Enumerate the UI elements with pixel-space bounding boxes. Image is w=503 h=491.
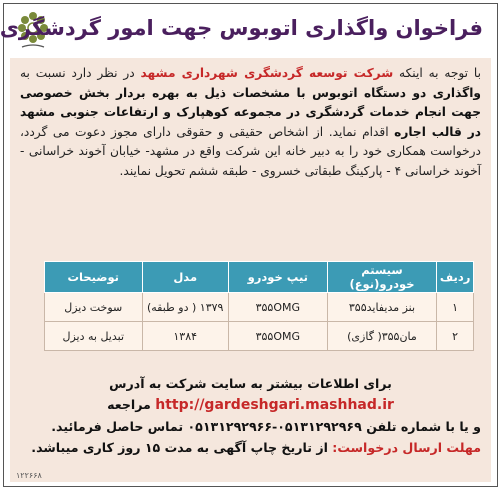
para-subject: واگذاری دو دستگاه اتوبوس با مشخصات ذیل به بهره بردار بخش خصوصی جهت انجام خدمات گردشگری در مجموعه کوهپارک و ارتفاعات جنوبی مشهد در قالب اجاره	[20, 85, 481, 139]
cell-vehicle-type: بنز مدیفاید۳۵۵	[327, 293, 437, 322]
footer-info-line: برای اطلاعات بیشتر به سایت شرکت به آدرس	[109, 376, 392, 391]
ad-header	[0, 4, 497, 56]
cell-model: ۱۳۸۴	[142, 322, 228, 351]
header-vehicle-type: سیستم خودرو(نوع)	[327, 262, 437, 293]
deadline-label: مهلت ارسال درخواست:	[332, 440, 481, 455]
ad-frame	[0, 3, 498, 487]
cell-description: تبدیل به دیزل	[45, 322, 143, 351]
para-intro: با توجه به اینکه	[393, 66, 481, 80]
company-name: شرکت توسعه گردشگری شهرداری مشهد	[140, 66, 394, 80]
footer-deadline-line	[20, 437, 481, 458]
header-description: توضیحات	[45, 262, 143, 293]
cell-row-number: ۱	[437, 293, 474, 322]
table-row	[45, 322, 474, 351]
footer-url-line	[20, 394, 481, 416]
para-details: اقدام نماید. از اشخاص حقیقی و حقوقی دارای مجوز دعوت می گردد، درخواست همکاری خود را به دبیر خانه این شرکت واقع در مشهد- خیابان آخوند خراسانی - آخوند خراسانی ۴ - پارکینگ طبقاتی خسروی - طبقه ششم تحویل نمایند.	[20, 124, 481, 178]
cell-description: سوخت دیزل	[45, 293, 143, 322]
header-vehicle-tip: تیپ خودرو	[228, 262, 327, 293]
table-header-row	[45, 262, 474, 293]
ad-footer	[20, 373, 481, 458]
ad-code: ۱۲۲۶۶۸	[16, 471, 42, 480]
table-row	[45, 293, 474, 322]
cell-model: ۱۳۷۹ ( دو طبقه)	[142, 293, 228, 322]
cell-vehicle-tip: ۳۵۵OMG	[228, 322, 327, 351]
deadline-text: از تاریخ چاپ آگهی به مدت ۱۵ روز کاری میباشد.	[31, 440, 333, 455]
header-model: مدل	[142, 262, 228, 293]
footer-url-suffix: مراجعه	[107, 397, 156, 412]
header-row-number: ردیف	[437, 262, 474, 293]
ad-body	[10, 58, 491, 482]
para-mid: در نظر دارد نسبت به	[20, 66, 141, 80]
footer-phone-line: و یا با شماره تلفن ۰۵۱۳۱۲۹۲۹۶۹-۰۵۱۳۱۲۹۲۹۶۶ تماس حاصل فرمائید.	[51, 419, 481, 434]
website-link[interactable]: http://gardeshgari.mashhad.ir	[155, 397, 394, 413]
ad-paragraph	[20, 64, 481, 182]
vehicle-table	[44, 261, 474, 351]
cell-vehicle-tip: ۳۵۵OMG	[228, 293, 327, 322]
ad-title: فراخوان واگذاری اتوبوس جهت امور گردشگری	[0, 16, 483, 40]
cell-vehicle-type: مان۳۵۵( گازی)	[327, 322, 437, 351]
cell-row-number: ۲	[437, 322, 474, 351]
